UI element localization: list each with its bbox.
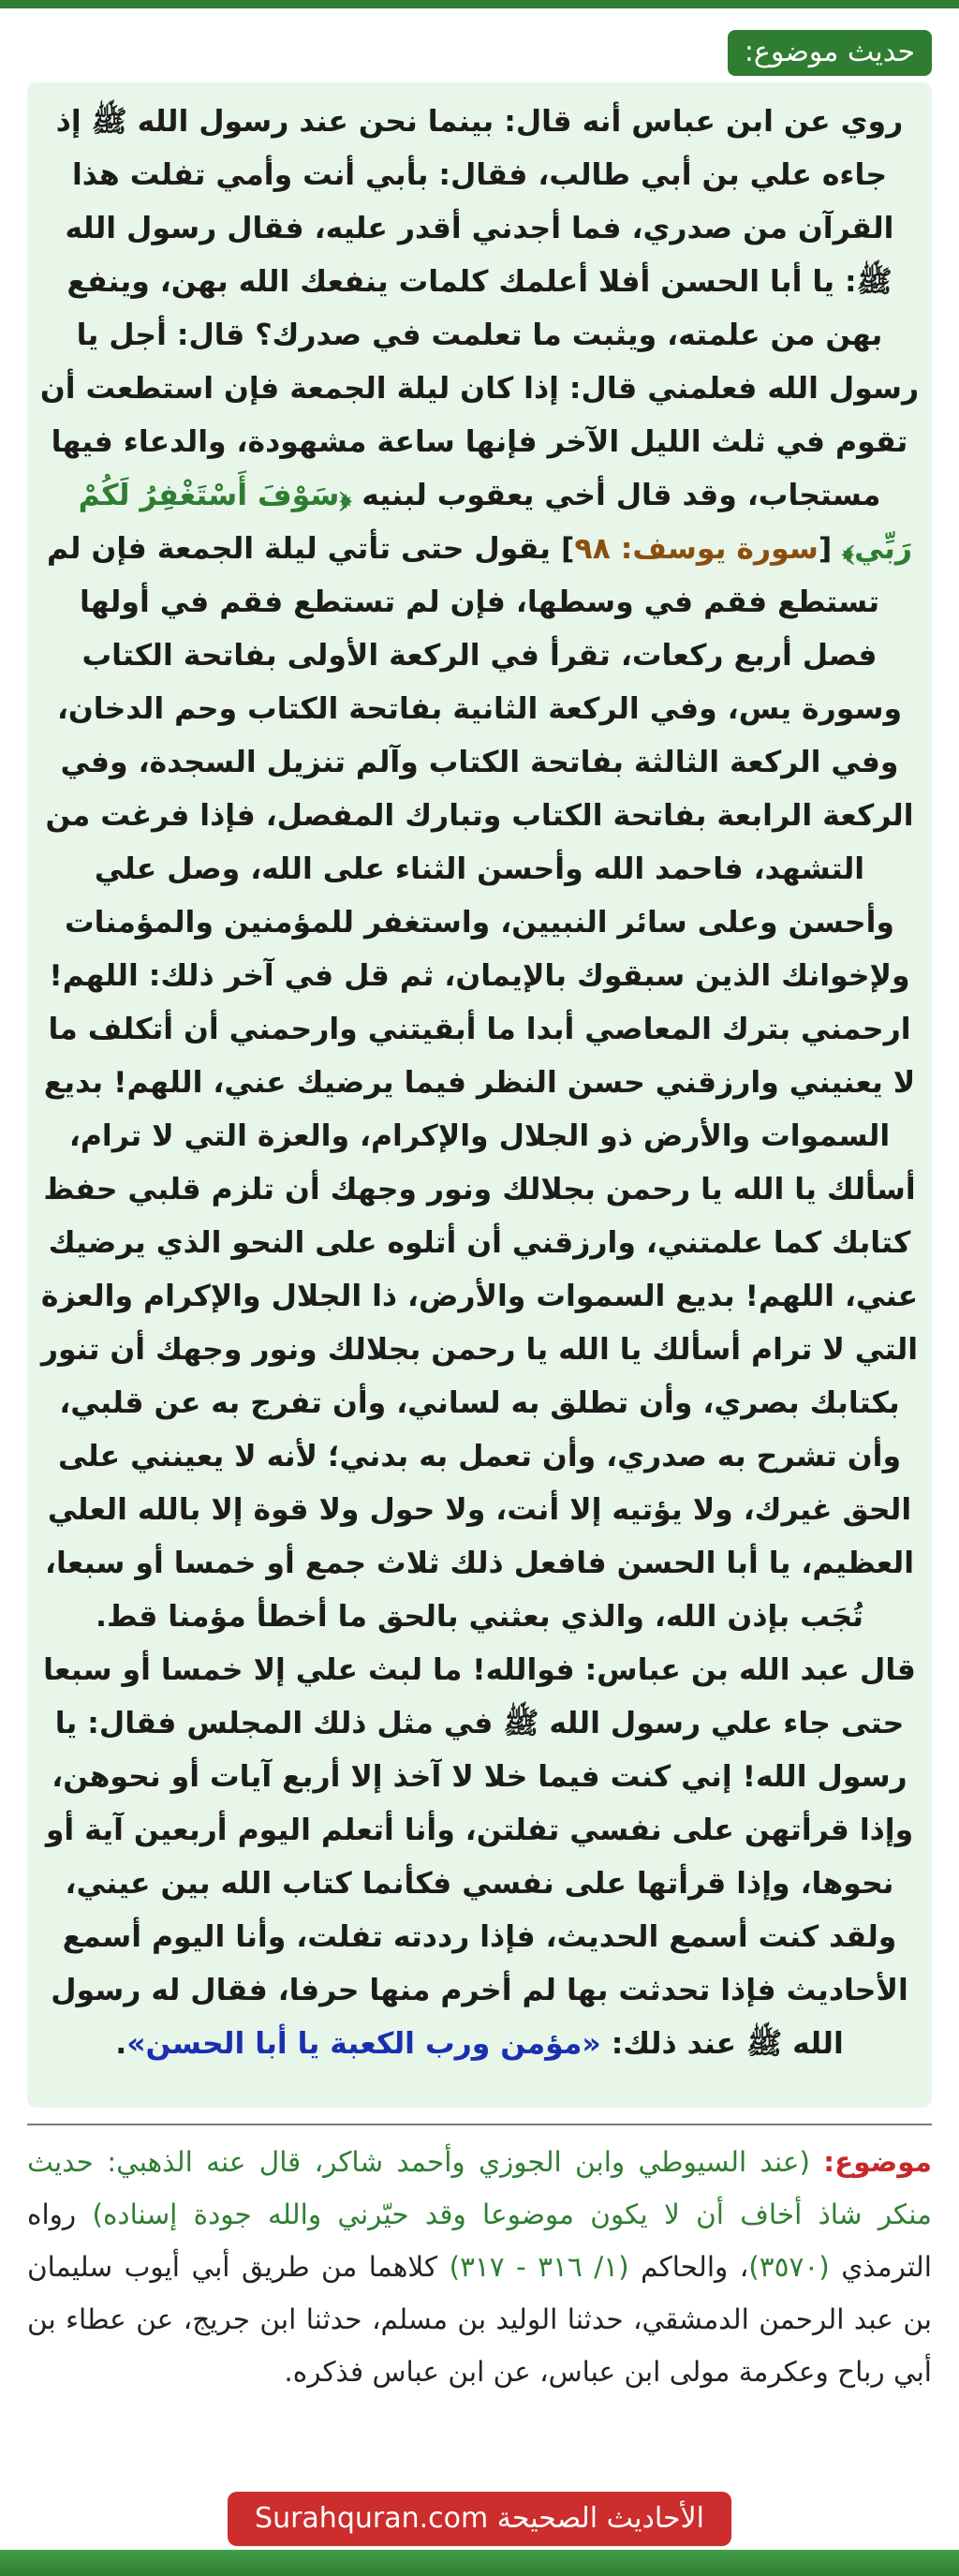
surah-reference: سورة يوسف: ٩٨	[574, 532, 819, 566]
hadith-grading	[27, 2136, 932, 2398]
hadith-text	[38, 96, 921, 2071]
narrated-by: رواه الترمذي	[27, 2198, 932, 2283]
hadith-status-badge: حديث موضوع:	[728, 30, 932, 76]
bracket-open: [	[818, 532, 833, 566]
quran-verse: ﴿سَوْفَ أَسْتَغْفِرُ لَكُمْ رَبِّي﴾	[78, 479, 913, 566]
section-divider	[27, 2124, 932, 2125]
scholars-note: (عند السيوطي وابن الجوزي وأحمد شاكر، قال عنه الذهبي: حديث منكر شاذ أخاف أن لا يكون موضوعا وقد حيّرني والله جودة إسناده)	[27, 2146, 932, 2230]
hakim-source: ، والحاكم	[641, 2251, 749, 2283]
hadith-intro: روي عن ابن عباس أنه قال: بينما نحن عند رسول الله ﷺ إذ جاءه علي بن أبي طالب، فقال: بأبي أنت وأمي تفلت هذا القرآن من صدري، فما أجدني أقدر عليه، فقال رسول الله ﷺ: يا أبا الحسن أفلا أعلمك كلمات ينفعك الله بهن، وينفع بهن من علمته، ويثبت ما تعلمت في صدرك؟ قال: أجل يا رسول الله فعلمني قال: إذا كان ليلة الجمعة فإن استطعت أن تقوم في ثلث الليل الآخر فإنها ساعة مشهودة، والدعاء فيها مستجاب، وقد قال أخي يعقوب لبنيه	[39, 105, 920, 512]
bottom-accent-bar	[0, 2550, 959, 2576]
isnad-chain: كلاهما من طريق أبي أيوب سليمان بن عبد الرحمن الدمشقي، حدثنا الوليد بن مسلم، حدثنا ابن جريج، عن عطاء بن أبي رباح وعكرمة مولى ابن عباس، عن ابن عباس فذكره.	[27, 2251, 932, 2388]
hakim-reference: (١/ ٣١٦ - ٣١٧)	[449, 2251, 629, 2283]
tirmidhi-reference: (٣٥٧٠)	[748, 2251, 830, 2283]
hadith-second-paragraph: قال عبد الله بن عباس: فوالله! ما لبث علي إلا خمسا أو سبعا حتى جاء علي رسول الله ﷺ في مثل ذلك المجلس فقال: يا رسول الله! إني كنت فيما خلا لا آخذ إلا أربع آيات أو نحوهن، وإذا قرأتهن على نفسي تفلتن، وأنا أتعلم اليوم أربعين آية أو نحوها، وإذا قرأتها على نفسي فكأنما كتاب الله بين عيني، ولقد كنت أسمع الحديث، فإذا رددته تفلت، وأنا اليوم أسمع الأحاديث فإذا تحدثت بها لم أخرم منها حرفا، فقال له رسول الله ﷺ عند ذلك:	[43, 1653, 916, 2061]
hadith-paragraph-2	[38, 1644, 921, 2071]
prophet-closing-quote: «مؤمن ورب الكعبة يا أبا الحسن»	[126, 2027, 601, 2061]
bracket-close: ]	[560, 532, 575, 566]
grade-label: موضوع:	[823, 2146, 932, 2178]
closing-period: .	[115, 2027, 127, 2061]
sahih-hadith-site-button[interactable]: الأحاديث الصحيحة Surahquran.com	[228, 2492, 731, 2546]
top-accent-bar	[0, 0, 959, 8]
grading-paragraph	[27, 2136, 932, 2398]
hadith-text-box	[27, 82, 932, 2108]
hadith-body: يقول حتى تأتي ليلة الجمعة فإن لم تستطع فقم في وسطها، فإن لم تستطع فقم في أولها فصل أربع ركعات، تقرأ في الركعة الأولى بفاتحة الكتاب وسورة يس، وفي الركعة الثانية بفاتحة الكتاب وحم الدخان، وفي الركعة الثالثة بفاتحة الكتاب وآلم تنزيل السجدة، وفي الركعة الرابعة بفاتحة الكتاب وتبارك المفصل، فإذا فرغت من التشهد، فاحمد الله وأحسن الثناء على الله، وصل علي وأحسن وعلى سائر النبيين، واستغفر للمؤمنين والمؤمنات ولإخوانك الذين سبقوك بالإيمان، ثم قل في آخر ذلك: اللهم! ارحمني بترك المعاصي أبدا ما أبقيتني وارحمني أن أتكلف ما لا يعنيني وارزقني حسن النظر فيما يرضيك عني، اللهم! بديع السموات والأرض ذو الجلال والإكرام، والعزة التي لا ترام، أسألك يا الله يا رحمن بجلالك ونور وجهك أن تلزم قلبي حفظ كتابك كما علمتني، وارزقني أن أتلوه على النحو الذي يرضيك عني، اللهم! بديع السموات والأرض، ذا الجلال والإكرام والعزة التي لا ترام أسألك يا الله يا رحمن بجلالك ونور وجهك أن تنور بكتابك بصري، وأن تطلق به لساني، وأن تفرج به عن قلبي، وأن تشرح به صدري، وأن تعمل به بدني؛ لأنه لا يعينني على الحق غيرك، ولا يؤتيه إلا أنت، ولا حول ولا قوة إلا بالله العلي العظيم، يا أبا الحسن فافعل ذلك ثلاث جمع أو خمسا أو سبعا، تُجَب بإذن الله، والذي بعثني بالحق ما أخطأ مؤمنا قط.	[40, 532, 919, 1634]
hadith-paragraph-1	[38, 96, 921, 1644]
